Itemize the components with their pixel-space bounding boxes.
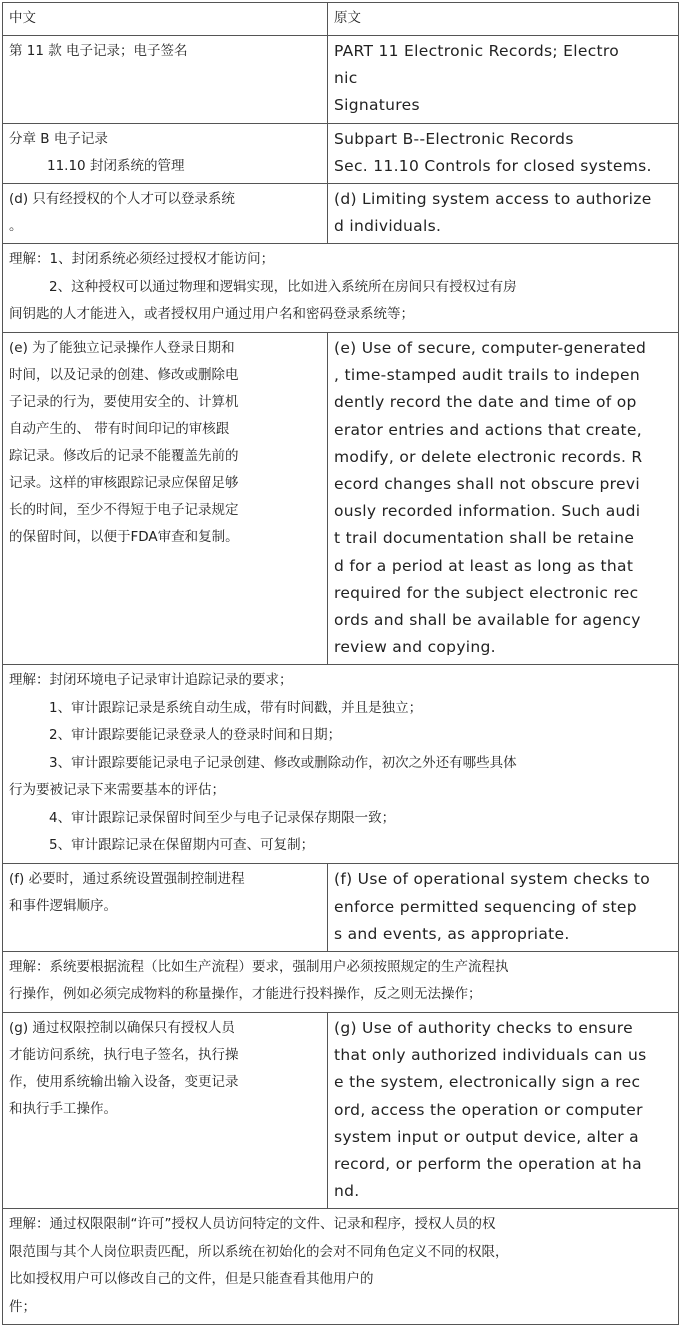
en-line: record, or perform the operation at ha	[334, 1154, 642, 1173]
en-line: PART 11 Electronic Records; Electro	[334, 42, 620, 60]
zh-line: 自动产生的、 带有时间印记的审核跟	[9, 420, 230, 437]
en-line: (g) Use of authority checks to ensure	[334, 1018, 633, 1037]
understanding-line: 4、审计跟踪记录保留时间至少与电子记录保存期限一致；	[49, 809, 396, 826]
cell-understanding-e	[3, 665, 679, 864]
cell-en-clause-g	[328, 1012, 679, 1208]
zh-line: 记录。这样的审核跟踪记录应保留足够	[9, 474, 239, 491]
en-line: (f) Use of operational system checks to	[334, 870, 650, 889]
zh-line: 才能访问系统，执行电子签名，执行操	[9, 1046, 239, 1063]
en-line: nd.	[334, 1182, 360, 1201]
zh-line: 时间，以及记录的创建、修改或删除电	[9, 366, 239, 383]
en-line: e the system, electronically sign a rec	[334, 1073, 641, 1092]
row-understanding-g	[3, 1209, 679, 1325]
en-line: ord, access the operation or computer	[334, 1100, 643, 1119]
row-subpart	[3, 123, 679, 183]
understanding-line: 2、审计跟踪要能记录登录人的登录时间和日期；	[49, 727, 342, 744]
row-understanding-e	[3, 665, 679, 864]
understanding-line: 间钥匙的人才能进入，或者授权用户通过用户名和密码登录系统等；	[9, 306, 414, 323]
cell-en-clause-e	[328, 332, 679, 664]
en-line: that only authorized individuals can us	[334, 1046, 647, 1065]
en-line: enforce permitted sequencing of step	[334, 897, 637, 916]
zh-line: (g) 通过权限控制以确保只有授权人员	[9, 1019, 235, 1036]
en-line: , time-stamped audit trails to indepen	[334, 366, 640, 385]
header-chinese	[3, 3, 328, 36]
en-line: d individuals.	[334, 217, 442, 236]
cell-understanding-g	[3, 1209, 679, 1325]
en-line: dently record the date and time of op	[334, 393, 637, 412]
zh-line: 的保留时间，以便于FDA审查和复制。	[9, 528, 239, 545]
understanding-line: 5、审计跟踪记录在保留期内可查、可复制；	[49, 837, 315, 854]
en-line: t trail documentation shall be retaine	[334, 529, 635, 548]
en-line: d for a period at least as long as that	[334, 556, 634, 575]
cell-zh-clause-g	[3, 1012, 328, 1208]
zh-line: 踪记录。修改后的记录不能覆盖先前的	[9, 447, 239, 464]
zh-line: 和执行手工操作。	[9, 1100, 117, 1117]
understanding-line: 理解：通过权限限制“许可”授权人员访问特定的文件、记录和程序，授权人员的权	[9, 1216, 496, 1233]
zh-line: (f) 必要时，通过系统设置强制控制进程	[9, 871, 245, 888]
understanding-line: 件；	[9, 1298, 36, 1315]
zh-line: 子记录的行为，要使用安全的、计算机	[9, 393, 239, 410]
understanding-line: 行操作，例如必须完成物料的称量操作，才能进行投料操作，反之则无法操作；	[9, 986, 482, 1003]
zh-line: 分章 B 电子记录	[9, 130, 108, 147]
row-clause-d	[3, 184, 679, 244]
en-line: Signatures	[334, 96, 420, 115]
en-line: ecord changes shall not obscure previ	[334, 474, 640, 493]
en-line: modify, or delete electronic records. R	[334, 447, 643, 466]
row-understanding-d	[3, 244, 679, 333]
zh-line: (d) 只有经授权的个人才可以登录系统	[9, 191, 235, 208]
understanding-line: 限范围与其个人岗位职责匹配，所以系统在初始化的会对不同角色定义不同的权限，	[9, 1243, 509, 1260]
cell-zh-subpart	[3, 123, 328, 183]
understanding-line: 理解：封闭环境电子记录审计追踪记录的要求；	[9, 672, 293, 689]
understanding-line: 2、这种授权可以通过物理和逻辑实现，比如进入系统所在房间只有授权过有房	[49, 278, 517, 295]
cell-zh-clause-f	[3, 864, 328, 952]
en-line: (d) Limiting system access to authorize	[334, 190, 652, 209]
understanding-line: 3、审计跟踪要能记录电子记录创建、修改或删除动作，初次之外还有哪些具体	[49, 754, 517, 771]
cell-zh-clause-e	[3, 332, 328, 664]
understanding-line: 行为要被记录下来需要基本的评估；	[9, 782, 225, 799]
zh-line: 长的时间，至少不得短于电子记录规定	[9, 501, 239, 518]
understanding-line: 1、审计跟踪记录是系统自动生成，带有时间戳，并且是独立；	[49, 699, 423, 716]
en-line: erator entries and actions that create,	[334, 420, 642, 439]
understanding-line: 理解：1、封闭系统必须经过授权才能访问；	[9, 251, 275, 268]
cell-understanding-f	[3, 951, 679, 1012]
cell-en-subpart	[328, 123, 679, 183]
zh-line: 和事件逻辑顺序。	[9, 898, 117, 915]
en-line: system input or output device, alter a	[334, 1127, 639, 1146]
row-understanding-f	[3, 951, 679, 1012]
en-line: Sec. 11.10 Controls for closed systems.	[334, 156, 652, 175]
en-line: s and events, as appropriate.	[334, 924, 570, 943]
header-original-text: 原文	[334, 10, 361, 26]
en-line: ords and shall be available for agency	[334, 610, 641, 629]
row-clause-f	[3, 864, 679, 952]
header-row	[3, 3, 679, 36]
zh-line: 11.10 封闭系统的管理	[47, 157, 185, 174]
zh-line: 第 11 款 电子记录；电子签名	[9, 43, 188, 59]
en-line: nic	[334, 69, 358, 88]
cell-en-clause-d	[328, 184, 679, 244]
en-line: review and copying.	[334, 638, 496, 657]
zh-line: (e) 为了能独立记录操作人登录日期和	[9, 339, 235, 356]
cell-en-part-title	[328, 36, 679, 124]
cell-understanding-d	[3, 244, 679, 333]
zh-line: 。	[9, 218, 23, 235]
row-part-title	[3, 36, 679, 124]
understanding-line: 理解：系统要根据流程（比如生产流程）要求，强制用户必须按照规定的生产流程执	[9, 958, 509, 975]
zh-line: 作，使用系统输出输入设备，变更记录	[9, 1073, 239, 1090]
header-original	[328, 3, 679, 36]
header-chinese-text: 中文	[9, 10, 36, 26]
en-line: required for the subject electronic rec	[334, 583, 639, 602]
row-clause-g	[3, 1012, 679, 1208]
cell-zh-part-title	[3, 36, 328, 124]
cell-zh-clause-d	[3, 184, 328, 244]
en-line: (e) Use of secure, computer-generated	[334, 338, 647, 357]
understanding-line: 比如授权用户可以修改自己的文件，但是只能查看其他用户的	[9, 1271, 374, 1288]
en-line: Subpart B--Electronic Records	[334, 129, 574, 148]
row-clause-e	[3, 332, 679, 664]
translation-table	[2, 2, 679, 1325]
en-line: ously recorded information. Such audi	[334, 502, 641, 521]
cell-en-clause-f	[328, 864, 679, 952]
